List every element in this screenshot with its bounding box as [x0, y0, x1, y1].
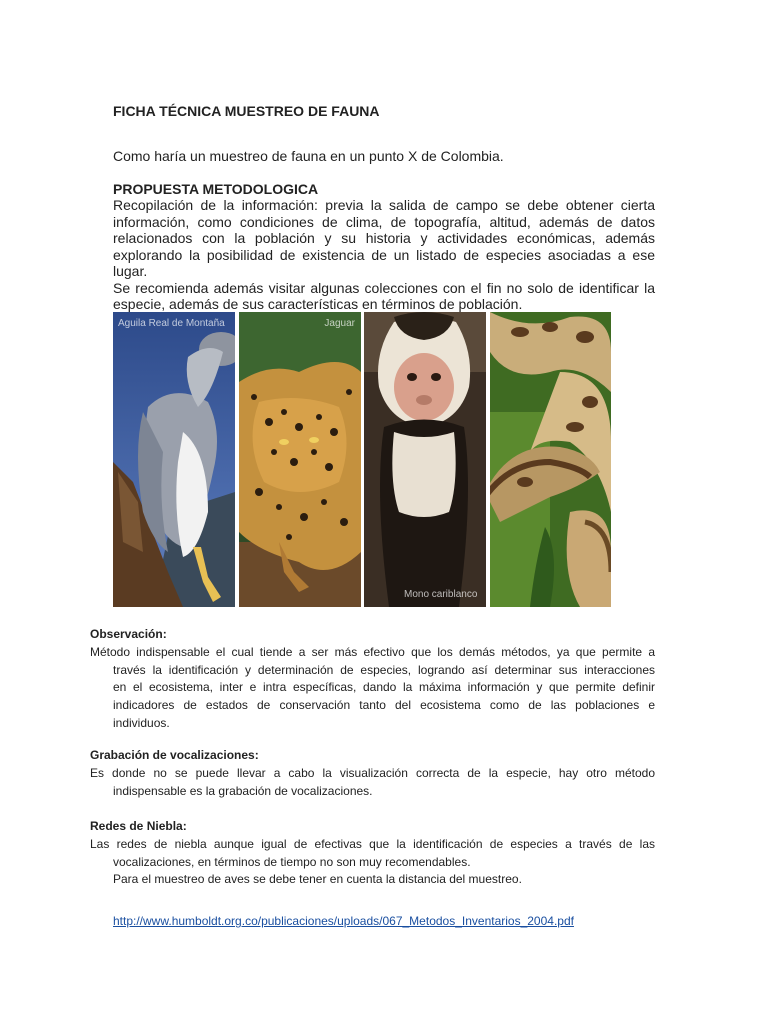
section-line: vocalizaciones, en términos de tiempo no son muy recomendables.	[113, 854, 471, 869]
redes-section	[90, 818, 655, 889]
monkey-caption: Mono cariblanco	[404, 589, 478, 600]
monkey-photo	[364, 312, 486, 607]
paragraph-line: especie, además de sus características en términos de población.	[113, 296, 523, 312]
eagle-caption: Aguila Real de Montaña	[118, 318, 225, 329]
snake-photo	[490, 312, 611, 607]
intro-text: Como haría un muestreo de fauna en un punto X de Colombia.	[113, 148, 504, 164]
observacion-section	[90, 626, 655, 733]
section-line: Método indispensable el cual tiende a ser más efectivo que los demás métodos, ya que permite a	[90, 644, 655, 659]
grabacion-section	[90, 747, 655, 800]
eagle-photo	[113, 312, 235, 607]
paragraph-line: información, como condiciones de clima, de topografía, altitud, además de datos	[113, 213, 655, 230]
proposal-paragraph	[113, 197, 655, 313]
jaguar-photo	[239, 312, 361, 607]
section-line: Es donde no se puede llevar a cabo la visualización correcta de la especie, hay otro método	[90, 765, 655, 780]
paragraph-line: Recopilación de la información: previa la salida de campo se debe obtener cierta	[113, 197, 655, 213]
section-heading: Observación:	[90, 627, 167, 641]
section-line: través la identificación y determinación de especies, logrando así determinar sus interacciones	[113, 662, 655, 677]
paragraph-line: Se recomienda además visitar algunas colecciones con el fin no solo de identificar la	[113, 279, 655, 296]
section-line: individuos.	[113, 715, 170, 730]
proposal-heading: PROPUESTA METODOLOGICA	[113, 181, 319, 197]
section-line: Las redes de niebla aunque igual de efectivas que la identificación de especies a través de las	[90, 836, 655, 851]
reference-link[interactable]: http://www.humboldt.org.co/publicaciones/uploads/067_Metodos_Inventarios_2004.pdf	[113, 914, 574, 928]
section-line: Para el muestreo de aves se debe tener en cuenta la distancia del muestreo.	[113, 872, 522, 887]
section-heading: Grabación de vocalizaciones:	[90, 748, 259, 762]
section-line: indicadores de estados de conservación tanto del ecosistema como de las poblaciones e	[113, 698, 655, 713]
section-line: en el ecosistema, inter e intra específicas, dando la máxima información y que permite definir	[113, 680, 655, 695]
jaguar-caption: Jaguar	[324, 318, 355, 329]
paragraph-line: relacionados con la población y su historia y actividades económicas, además	[113, 230, 655, 246]
paragraph-line: explorando la posibilidad de existencia de un listado de especies asociadas a ese lugar.	[113, 246, 655, 279]
section-heading: Redes de Niebla:	[90, 819, 187, 833]
fauna-photo-collage	[113, 312, 611, 607]
page-title: FICHA TÉCNICA MUESTREO DE FAUNA	[113, 103, 380, 119]
section-line: indispensable es la grabación de vocalizaciones.	[113, 783, 373, 798]
